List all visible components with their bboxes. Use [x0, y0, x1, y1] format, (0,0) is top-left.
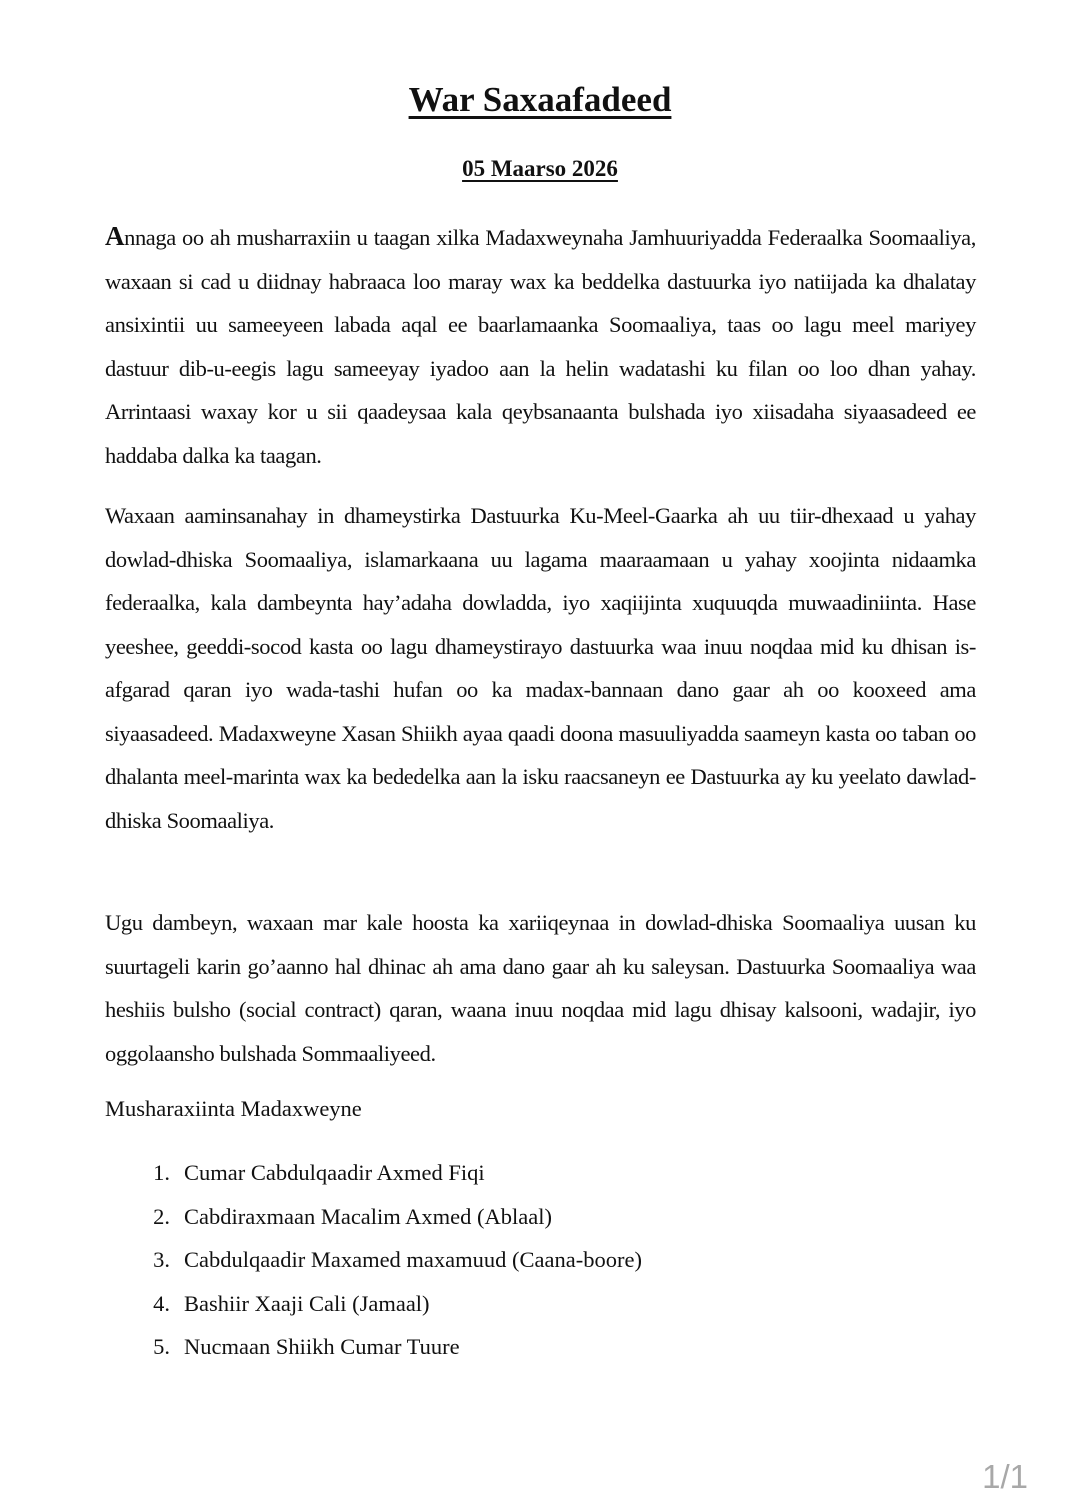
list-item — [105, 1325, 642, 1369]
list-item — [105, 1151, 642, 1195]
list-number: 2. — [153, 1203, 170, 1229]
signatories-heading: Musharaxiinta Madaxweyne — [105, 1096, 362, 1121]
paragraph-2-text: Waxaan aaminsanahay in dhameystirka Dastuurka Ku-Meel-Gaarka ah uu tiir-dhexaad u yahay dowlad-dhiska Soomaaliya, islamarkaana uu lagama maaraamaan u yahay xoojinta nidaamka federaalka, kala dambeynta hay’adaha dowladda, iyo xaqiijinta xuquuqda muwaadiniinta. Hase yeeshee, geeddi-socod kasta oo lagu dhameystirayo dastuurka waa inuu noqdaa mid ku dhisan is-afgarad qaran iyo wada-tashi hufan oo ka madax-bannaan dano gaar ah oo kooxeed ama siyaasadeed. Madaxweyne Xasan Shiikh ayaa qaadi doona masuuliyadda saameyn kasta oo taban oo dhalanta meel-marinta wax ka bededelka aan la isku raacsaneyn ee Dastuurka ay ku yeelato dawlad-dhiska Soomaaliya. — [105, 503, 976, 833]
signatory-name: Cabdiraxmaan Macalim Axmed (Ablaal) — [184, 1203, 552, 1229]
title-text: War Saxaafadeed — [408, 80, 672, 119]
list-number: 1. — [153, 1160, 170, 1185]
paragraph-3 — [105, 901, 976, 1075]
list-number: 5. — [153, 1334, 170, 1359]
list-item — [105, 1282, 642, 1326]
signatory-name: Bashiir Xaaji Cali (Jamaal) — [184, 1290, 430, 1316]
list-number: 4. — [153, 1290, 170, 1316]
dropcap: A — [105, 221, 125, 251]
paragraph-3-text: Ugu dambeyn, waxaan mar kale hoosta ka xariiqeynaa in dowlad-dhiska Soomaaliya uusan ku suurtageli karin go’aanno hal dhinac ah ama dano gaar ah ku saleysan. Dastuurka Soomaaliya waa heshiis bulsho (social contract) qaran, waana inuu noqdaa mid lagu dhisay kalsooni, wadajir, iyo oggolaansho bulshada Sommaaliyeed. — [105, 910, 976, 1066]
signatories-list — [105, 1151, 642, 1369]
paragraph-1 — [105, 215, 976, 477]
paragraph-1-text: nnaga oo ah musharraxiin u taagan xilka Madaxweynaha Jamhuuriyadda Federaalka Soomaaliya, waxaan si cad u diidnay habraaca loo maray wax ka beddelka dastuurka iyo natiijada ka dhalatay ansixintii uu sameeyeen labada aqal ee baarlamaanka Soomaaliya, taas oo lagu meel mariyey dastuur dib-u-eegis lagu sameeyay iyadoo aan la helin wadatashi ku filan oo loo dhan yahay. Arrintaasi waxay kor u sii qaadeysaa kala qeybsanaanta bulshada iyo xiisadaha siyaasadeed ee haddaba dalka ka taagan. — [105, 225, 976, 468]
page-indicator: 1/1 — [982, 1458, 1028, 1495]
signatory-name: Cumar Cabdulqaadir Axmed Fiqi — [184, 1160, 485, 1185]
signatory-name: Cabdulqaadir Maxamed maxamuud (Caana-boore) — [184, 1247, 642, 1272]
paragraph-2 — [105, 494, 976, 842]
list-item — [105, 1195, 642, 1239]
list-item — [105, 1238, 642, 1282]
date-text: 05 Maarso 2026 — [462, 156, 618, 181]
signatory-name: Nucmaan Shiikh Cumar Tuure — [184, 1334, 460, 1359]
document-title — [0, 80, 1080, 120]
list-number: 3. — [153, 1247, 170, 1272]
document-date — [0, 156, 1080, 182]
